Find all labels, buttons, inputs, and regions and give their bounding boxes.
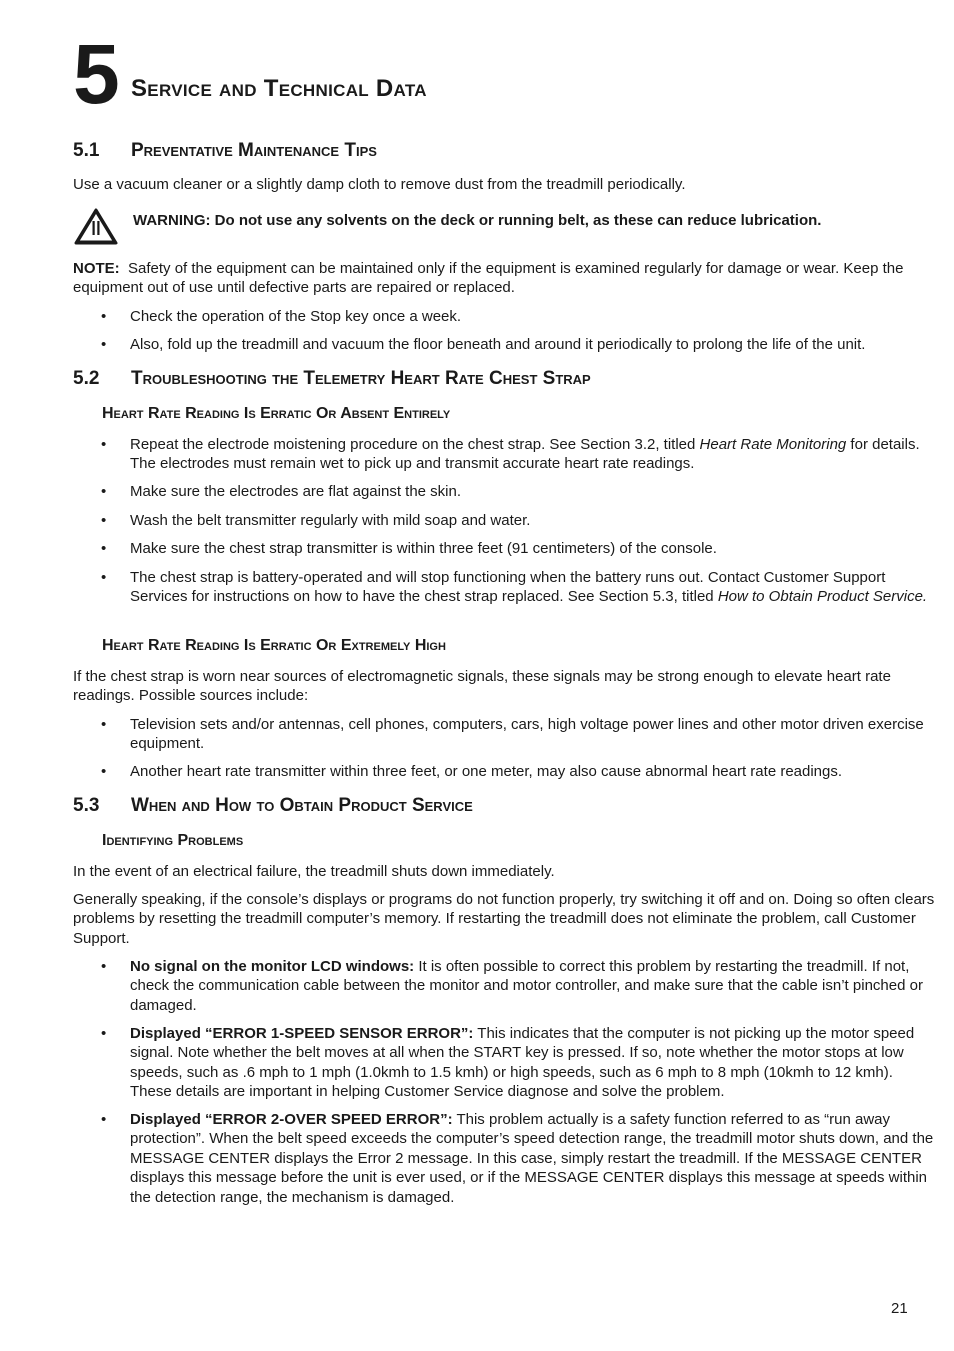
maintenance-bullets [73,335,937,354]
bullet-marker: • [101,308,107,325]
problem-bullets [73,1024,937,1102]
bullet-marker: • [101,763,107,780]
section-title: When and How to Obtain Product Service [131,795,473,816]
maintenance-intro: Use a vacuum cleaner or a slightly damp cloth to remove dust from the treadmill periodically. [73,176,686,193]
list-item: • Television sets and/or antennas, cell phones, computers, cars, high voltage power lines and other motor driven exercise equipment. [101,716,924,753]
warning-box [73,206,937,250]
section-heading-5-2 [73,367,591,391]
section-number: 5.1 [73,140,100,161]
bullet-marker: • [101,569,107,586]
warning-triangle-icon [73,206,119,246]
erratic-absent-bullets [73,539,937,558]
note-text: Safety of the equipment can be maintained only if the equipment is examined regularly for damage or wear. Keep the equipment out of use until defective parts are repaired or replaced. [73,260,904,297]
list-item: • Check the operation of the Stop key once a week. [101,308,462,325]
section-reference: How to Obtain Product Service. [717,588,928,606]
chapter-number: 5 [73,27,119,121]
list-item: • Make sure the electrodes are flat against the skin. [101,483,462,500]
warning-text: WARNING: Do not use any solvents on the deck or running belt, as these can reduce lubrication. [133,212,822,229]
erratic-absent-bullets [73,435,937,474]
subsection-heading: Heart Rate Reading Is Erratic Or Absent Entirely [102,405,451,422]
chapter-title: Service and Technical Data [131,75,427,102]
list-item: • Also, fold up the treadmill and vacuum the floor beneath and around it periodically to prolong the life of the unit. [101,336,866,353]
section-heading-5-3 [73,794,473,818]
bullet-marker: • [101,1111,107,1128]
section-reference: Heart Rate Monitoring [699,436,847,453]
subsection-heading: Heart Rate Reading Is Erratic Or Extremely High [102,637,446,654]
note-label: NOTE: [73,260,120,277]
list-item: • Repeat the electrode moistening procedure on the chest strap. See Section 3.2, titled Heart Rate Monitoring for details. The electrodes must remain wet to pick up and transmit accurate heart rate readings. [101,436,920,473]
subsection-heading: Identifying Problems [102,832,244,849]
bullet-marker: • [101,958,107,975]
chapter-heading [73,27,937,121]
page-number: 21 [891,1300,908,1317]
erratic-absent-bullets [73,568,937,607]
list-item: • The chest strap is battery-operated and will stop functioning when the battery runs out. Contact Customer Support Services for instructions on how to have the chest strap replaced. See Section 5.3, titled How to Obtain Product Service. [101,569,928,606]
list-item: • Another heart rate transmitter within three feet, or one meter, may also cause abnormal heart rate readings. [101,763,843,780]
bullet-marker: • [101,436,107,453]
section-number: 5.2 [73,368,100,389]
problem-bullets [73,957,937,1015]
section-title: Troubleshooting the Telemetry Heart Rate Chest Strap [131,368,591,389]
electromagnetic-intro: If the chest strap is worn near sources of electromagnetic signals, these signals may be strong enough to elevate heart rate readings. Possible sources include: [73,668,891,705]
bullet-marker: • [101,1025,107,1042]
bullet-marker: • [101,483,107,500]
note-paragraph [73,259,937,298]
section-title: Preventative Maintenance Tips [131,140,377,161]
list-item: • Make sure the chest strap transmitter is within three feet (91 centimeters) of the console. [101,540,717,557]
list-item: • Displayed “ERROR 2-OVER SPEED ERROR”: This problem actually is a safety function referred to as “run away protection”. When the belt speed exceeds the computer’s speed detection range, the treadmill motor shuts down, and the MESSAGE CENTER displays the Error 2 message. In this case, simply restart the treadmill. If the MESSAGE CENTER displays this message before the unit is ever used, or if the MESSAGE CENTER displays this message at speeds within the detection range, the mechanism is damaged. [101,1111,934,1206]
problem-bullets [73,1110,937,1207]
electrical-failure-paragraph: In the event of an electrical failure, the treadmill shuts down immediately. [73,863,555,880]
erratic-absent-bullets [73,511,937,530]
bullet-marker: • [101,336,107,353]
erratic-absent-bullets [73,482,937,501]
section-number: 5.3 [73,795,100,816]
list-item: • No signal on the monitor LCD windows: It is often possible to correct this problem by restarting the treadmill. If not, check the communication cable between the monitor and motor controller, and make sure that the cable isn’t pinched or damaged. [101,958,923,1014]
bullet-marker: • [101,716,107,733]
list-item: • Displayed “ERROR 1-SPEED SENSOR ERROR”: This indicates that the computer is not picking up the motor speed signal. Note whether the belt moves at all when the START key is pressed. If so, note whether the motor stops at low speeds, such as .6 mph to 1 mph (1.0kmh to 1.5 kmh) or high speeds, such as 6 mph to 8 mph (10kmh to 12 kmh). These details are important in helping Customer Service diagnose and solve the problem. [101,1025,915,1101]
electromagnetic-bullets [73,762,937,781]
electromagnetic-bullets [73,715,937,754]
restart-paragraph: Generally speaking, if the console’s displays or programs do not function properly, try switching it off and on. Doing so often clears problems by resetting the treadmill computer’s memory. If restarting the treadmill does not eliminate the problem, call Customer Support. [73,891,935,947]
bullet-marker: • [101,512,107,529]
bullet-marker: • [101,540,107,557]
section-heading-5-1 [73,139,377,163]
maintenance-bullets [73,307,937,326]
list-item: • Wash the belt transmitter regularly with mild soap and water. [101,512,531,529]
